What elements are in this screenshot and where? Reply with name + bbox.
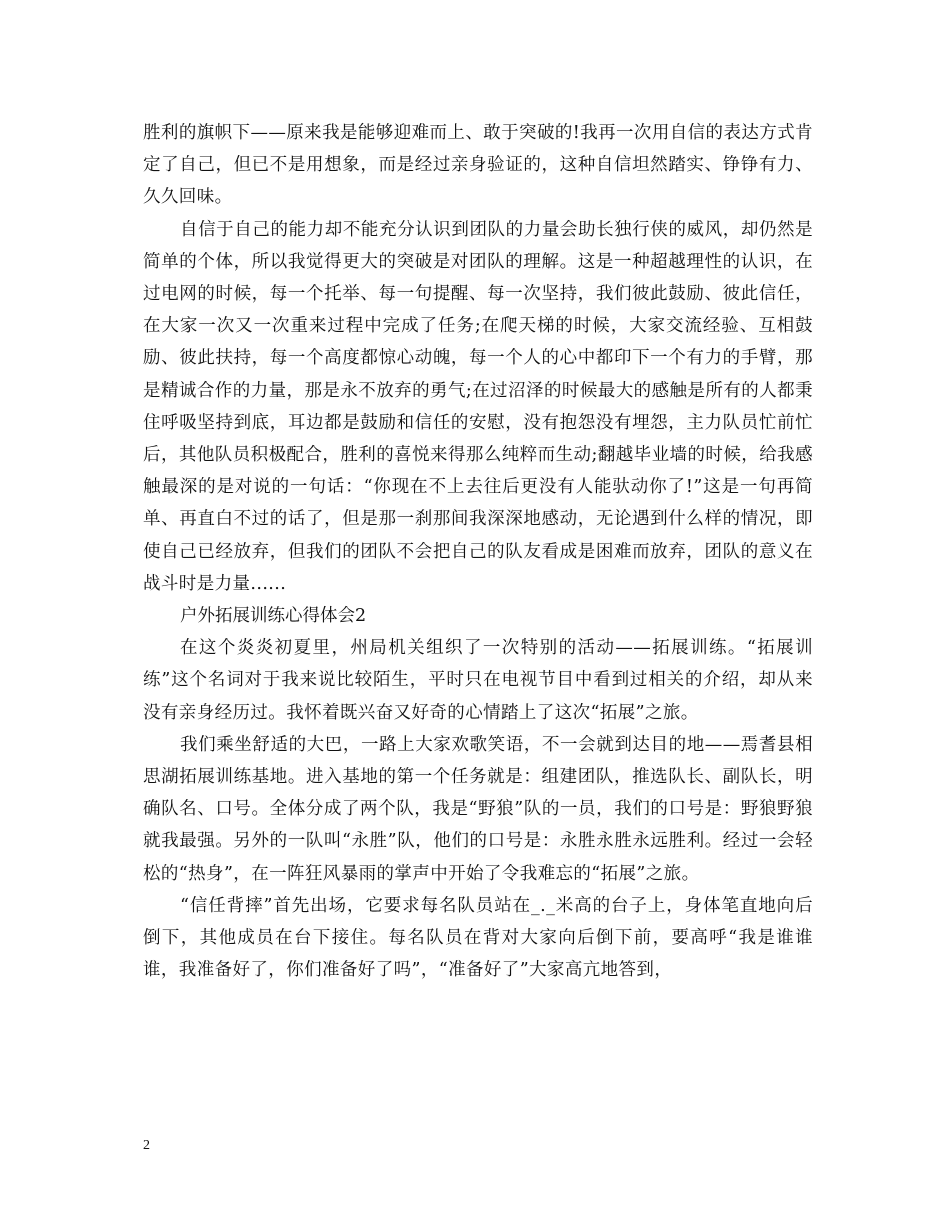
paragraph: 自信于自己的能力却不能充分认识到团队的力量会助长独行侠的威风，却仍然是简单的个体，所以我觉得更大的突破是对团队的理解。这是一种超越理性的认识，在过电网的时候，每一个托举、每一句提醒、每一次坚持，我们彼此鼓励、彼此信任，在大家一次又一次重来过程中完成了任务;在爬天梯的时候，大家交流经验、互相鼓励、彼此扶持，每一个高度都惊心动魄，每一个人的心中都印下一个有力的手臂，那是精诚合作的力量，那是永不放弃的勇气;在过沼泽的时候最大的感触是所有的人都秉住呼吸坚持到底，耳边都是鼓励和信任的安慰，没有抱怨没有埋怨，主力队员忙前忙后，其他队员积极配合，胜利的喜悦来得那么纯粹而生动;翻越毕业墙的时候，给我感触最深的是对说的一句话：“你现在不上去往后更没有人能驮动你了!”这是一句再简单、再直白不过的话了，但是那一刹那间我深深地感动，无论遇到什么样的情况，即使自己已经放弃，但我们的团队不会把自己的队友看成是困难而放弃，团队的意义在战斗时是力量...... — [143, 219, 813, 594]
paragraph: 胜利的旗帜下——原来我是能够迎难而上、敢于突破的!我再一次用自信的表达方式肯定了自己，但已不是用想象，而是经过亲身验证的，这种自信坦然踏实、铮铮有力、久久回味。 — [143, 123, 813, 208]
document-body — [143, 117, 813, 986]
section-heading: 户外拓展训练心得体会2 — [180, 606, 367, 627]
paragraph: 在这个炎炎初夏里，州局机关组织了一次特别的活动——拓展训练。“拓展训练”这个名词对于我来说比较陌生，平时只在电视节目中看到过相关的介绍，却从来没有亲身经历过。我怀着既兴奋又好奇的心情踏上了这次“拓展”之旅。 — [143, 638, 813, 723]
paragraph: “信任背摔”首先出场，它要求每名队员站在_._米高的台子上，身体笔直地向后倒下，其他成员在台下接住。每名队员在背对大家向后倒下前，要高呼“我是谁谁谁，我准备好了，你们准备好了吗”，“准备好了”大家高亢地答到， — [143, 895, 813, 981]
page-number: 2 — [143, 1138, 150, 1153]
paragraph: 我们乘坐舒适的大巴，一路上大家欢歌笑语，不一会就到达目的地——焉耆县相思湖拓展训练基地。进入基地的第一个任务就是：组建团队，推选队长、副队长，明确队名、口号。全体分成了两个队，我是“野狼”队的一员，我们的口号是：野狼野狼就我最强。另外的一队叫“永胜”队，他们的口号是：永胜永胜永远胜利。经过一会轻松的“热身”，在一阵狂风暴雨的掌声中开始了令我难忘的“拓展”之旅。 — [143, 734, 813, 884]
